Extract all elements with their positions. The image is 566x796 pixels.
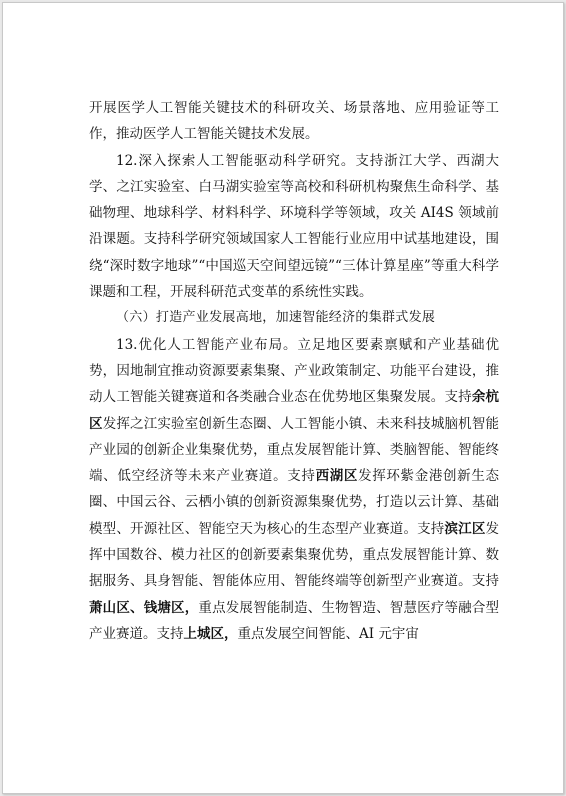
item-13-text-c: 发挥环紫金港创新生态圈、中国云谷、云栖小镇的创新资源集聚优势，打造以云计算、基础模型、开源社区、智能空天为核心的生态型产业赛道。支持 (89, 468, 500, 537)
item-13-text-e: 重点发展智能制造、生物智造、智慧医疗等融合型产业赛道。支持 (89, 599, 500, 642)
district-shangcheng: 上城区， (183, 625, 238, 642)
paragraph-medical-ai-continuation: 开展医学人工智能关键技术的科研攻关、场景落地、应用验证等工作，推动医学人工智能关键技术发展。 (89, 100, 499, 143)
item-13-text-a: 13.优化人工智能产业布局。立足地区要素禀赋和产业基础优势，因地制宜推动资源要素集聚、产业政策制定、功能平台建设，推动人工智能关键赛道和各类融合业态在优势地区集聚发展。支持 (89, 336, 499, 406)
document-page (2, 2, 564, 794)
district-xihu: 西湖区 (315, 468, 359, 485)
district-binjiang: 滨江区 (444, 520, 486, 537)
paragraph-item-13-industry-layout (89, 332, 499, 648)
district-yuhang: 余杭区 (89, 389, 500, 432)
section-heading-6: （六）打造产业发展高地，加速智能经济的集群式发展 (116, 310, 436, 326)
item-13-text-d: 发挥中国数谷、模力社区的创新要素集聚优势，重点发展智能计算、数据服务、具身智能、智能体应用、智能终端等创新型产业赛道。支持 (89, 520, 500, 590)
district-xiaoshan-qiantang: 萧山区、钱塘区， (89, 599, 199, 616)
item-13-text-b: 发挥之江实验室创新生态圈、人工智能小镇、未来科技城脑机智能产业园的创新企业集聚优势，重点发展智能计算、类脑智能、智能终端、低空经济等未来产业赛道。支持 (89, 415, 500, 485)
item-13-text-f: 重点发展空间智能、AI 元宇宙 (237, 625, 419, 642)
paragraph-item-12-ai-for-science: 12.深入探索人工智能驱动科学研究。支持浙江大学、西湖大学、之江实验室、白马湖实验室等高校和科研机构聚焦生命科学、基础物理、地球科学、材料科学、环境科学等领域，攻关 AI4S 领域前沿课题。支持科学研究领域国家人工智能行业应用中试基地建设，围绕“深时数字地球”“中国巡天空间望远镜”“三体计算星座”等重大科学课题和工程，开展科研范式变革的系统性实践。 (89, 152, 499, 301)
document-body (89, 95, 499, 647)
